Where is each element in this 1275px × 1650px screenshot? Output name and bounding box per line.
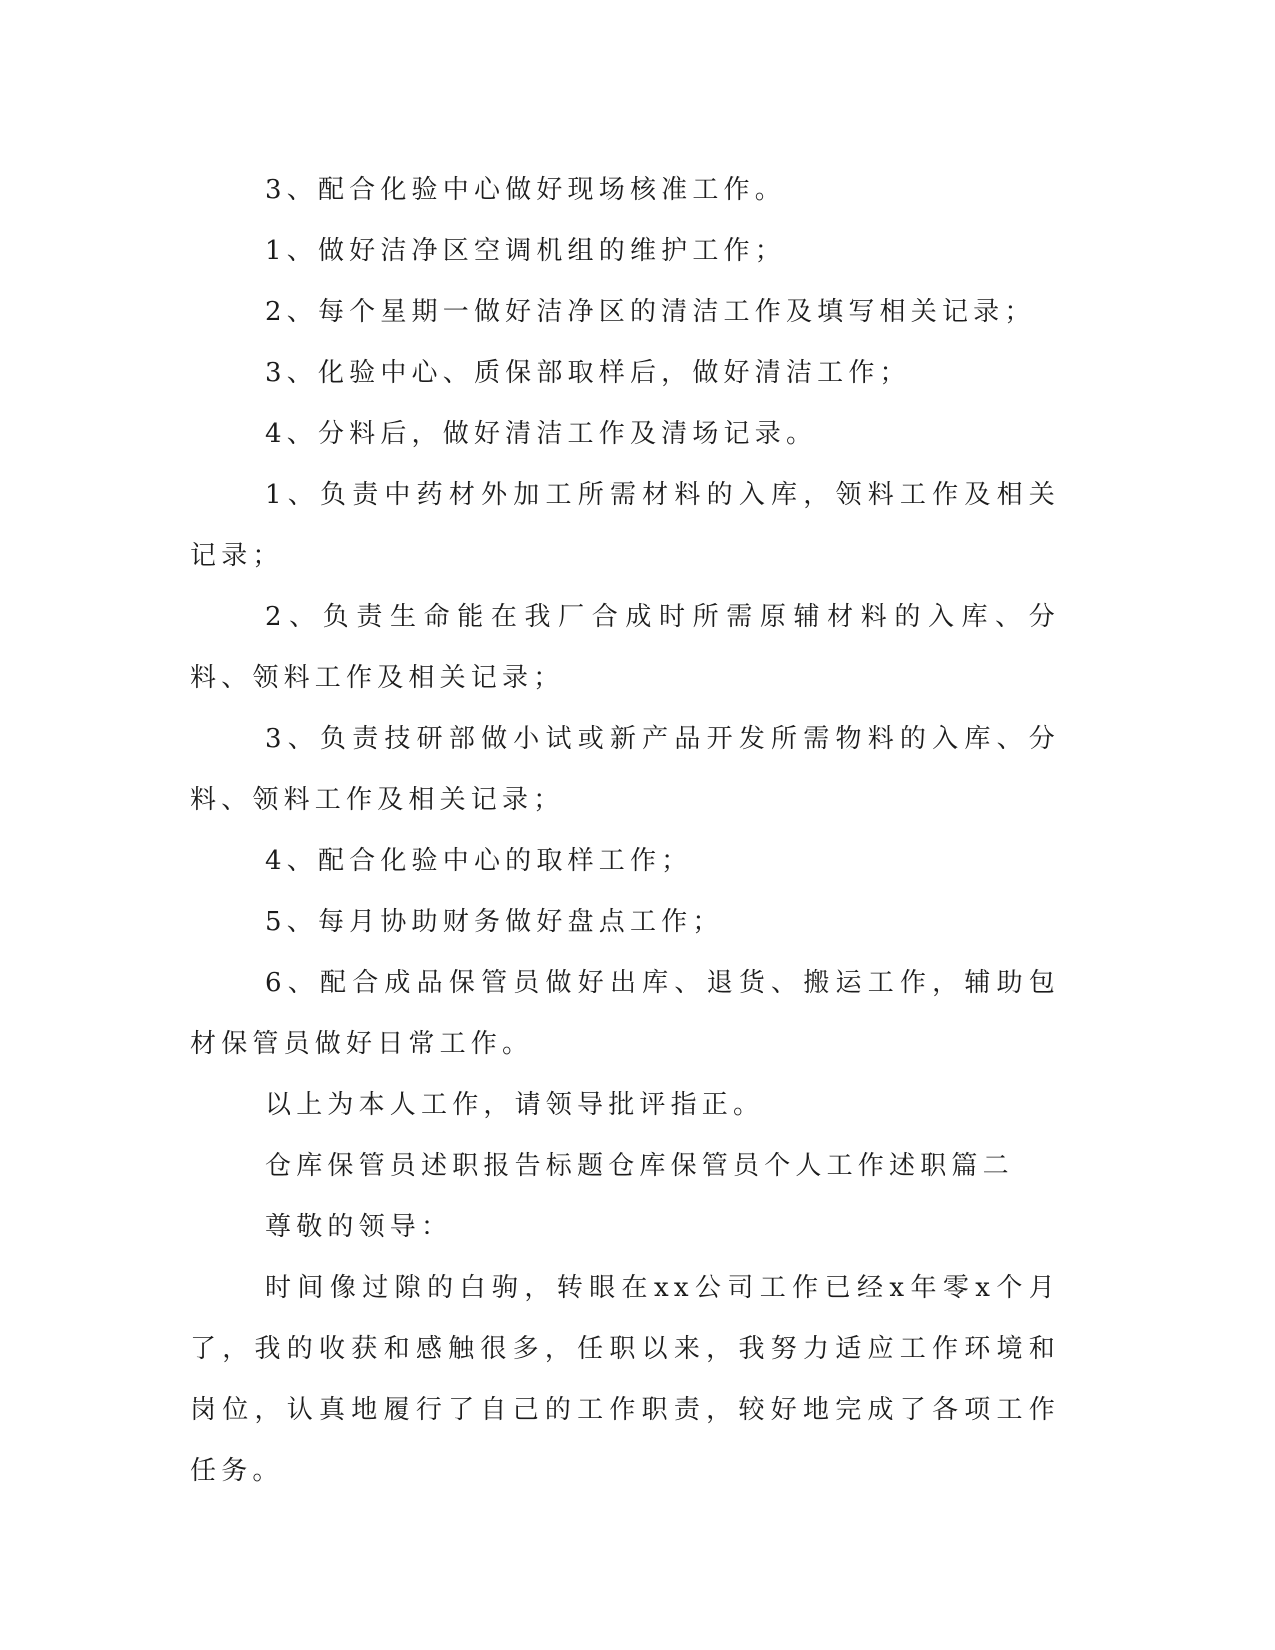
paragraph: 以上为本人工作，请领导批评指正。 [265,1090,765,1120]
paragraph: 6、配合成品保管员做好出库、退货、搬运工作，辅助包材保管员做好日常工作。 [190,968,1060,1059]
paragraph: 2、负责生命能在我厂合成时所需原辅材料的入库、分料、领料工作及相关记录； [190,602,1060,693]
section-heading: 仓库保管员述职报告标题仓库保管员个人工作述职篇二 [265,1151,1014,1181]
paragraph: 1、做好洁净区空调机组的维护工作； [265,236,786,266]
paragraph: 2、每个星期一做好洁净区的清洁工作及填写相关记录； [265,297,1036,327]
paragraph: 3、化验中心、质保部取样后，做好清洁工作； [265,358,911,388]
paragraph: 1、负责中药材外加工所需材料的入库，领料工作及相关记录； [190,480,1060,571]
paragraph: 4、配合化验中心的取样工作； [265,846,693,876]
paragraph: 3、负责技研部做小试或新产品开发所需物料的入库、分料、领料工作及相关记录； [190,724,1060,815]
paragraph: 5、每月协助财务做好盘点工作； [265,907,724,937]
paragraph: 时间像过隙的白驹，转眼在xx公司工作已经x年零x个月了，我的收获和感触很多，任职以来，我努力适应工作环境和岗位，认真地履行了自己的工作职责，较好地完成了各项工作任务。 [190,1273,1060,1486]
paragraph: 3、配合化验中心做好现场核准工作。 [265,175,786,205]
salutation: 尊敬的领导： [265,1212,453,1242]
document-body [190,160,1060,1502]
paragraph: 4、分料后，做好清洁工作及清场记录。 [265,419,818,449]
